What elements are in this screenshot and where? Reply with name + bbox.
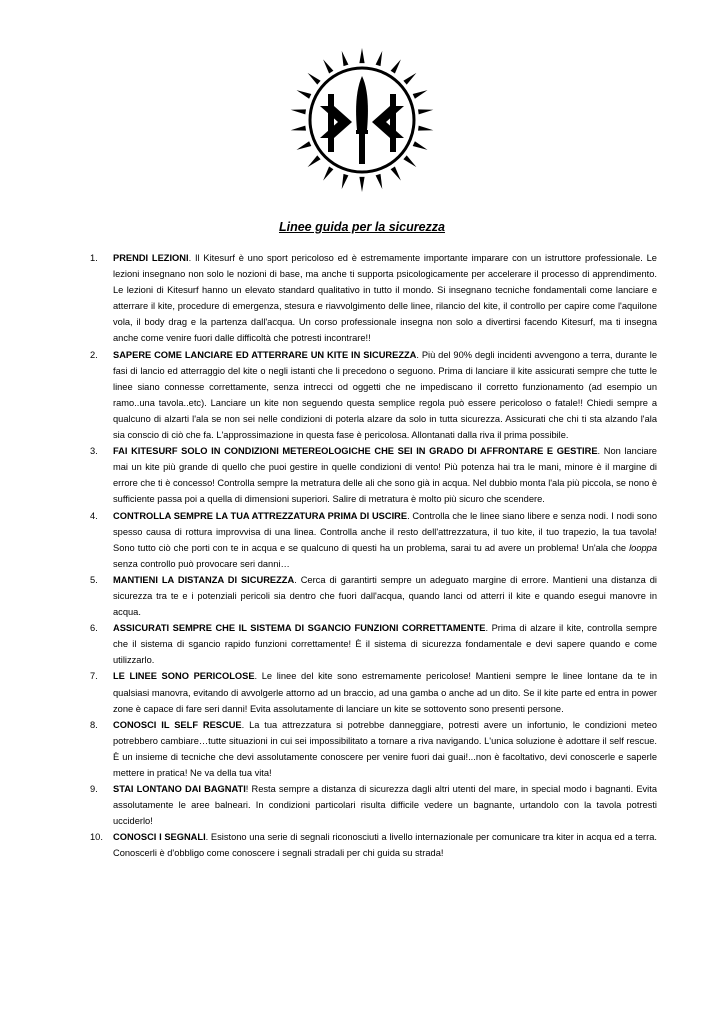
item-heading: ASSICURATI SEMPRE CHE IL SISTEMA DI SGANCIO FUNZIONI CORRETTAMENTE xyxy=(113,623,486,634)
item-number: 2. xyxy=(90,349,98,360)
item-number: 3. xyxy=(90,446,98,457)
emblem-spike xyxy=(418,109,433,114)
item-heading: PRENDI LEZIONI xyxy=(113,253,189,263)
knife-handle xyxy=(359,134,365,164)
list-item xyxy=(87,668,657,716)
list-item xyxy=(87,620,657,668)
emblem-spike xyxy=(403,155,416,167)
item-text: . Prima di alzare il kite, controlla sempre che il sistema di sgancio rapido funzioni correttamente! È il sistema di sicurezza fondamentale e devi sapere quando e come utilizzarlo. xyxy=(113,623,657,666)
emblem-spike xyxy=(418,126,433,131)
list-item xyxy=(87,781,657,829)
emblem-spike xyxy=(308,73,321,85)
item-text: . Esistono una serie di segnali riconosciuti a livello internazionale per comunicare tra kiter in acqua ed a terra. Conoscerli è d'obbligo come conoscere i segnali stradali per chi guida su strada! xyxy=(113,832,657,859)
item-number: 6. xyxy=(90,623,98,634)
item-number: 1. xyxy=(90,253,98,263)
kite-knife-sun-emblem-icon xyxy=(272,38,452,198)
item-heading: FAI KITESURF SOLO IN CONDIZIONI METEREOLOGICHE CHE SEI IN GRADO DI AFFRONTARE E GESTIRE xyxy=(113,446,598,457)
item-text: . Le linee del kite sono estremamente pericolose! Mantieni sempre le linee lontane da te in qualsiasi manovra, evitando di avvolgerle attorno ad un braccio, ad una gamba o anche ad un dito. Se il kite parte ed entra in power zone è capace di fare seri danni! Evita assolutamente di lanciare un kite se sottovento sono presenti persone. xyxy=(113,671,658,714)
emblem-spike xyxy=(413,141,428,150)
kite-emblem-logo xyxy=(272,38,452,198)
safety-guidelines-list xyxy=(87,250,657,862)
emblem-spike xyxy=(376,51,383,66)
emblem-spike xyxy=(391,59,401,73)
item-heading: MANTIENI LA DISTANZA DI SICUREZZA xyxy=(113,574,295,585)
emblem-spike xyxy=(297,90,312,99)
item-number: 9. xyxy=(90,784,98,795)
emblem-spike xyxy=(297,141,312,150)
item-number: 4. xyxy=(90,510,98,521)
left-dagger xyxy=(320,106,352,138)
emblem-spike xyxy=(308,155,321,167)
emblem-spike xyxy=(342,51,349,66)
list-item xyxy=(87,829,657,861)
item-text: . Controlla che le linee siano libere e senza nodi. I nodi sono spesso causa di rottura improvvisa di una linea. Controlla anche il resto dell'attrezzatura, il tuo kite, il tuo trapezio, la tua tavola! Sono tutto ciò che porti con te in acqua e se qualcuno di questi ha un problema, sarai tu ad avere un problema! Un'ala che xyxy=(113,510,657,553)
emblem-spike xyxy=(323,59,333,73)
item-text: . Cerca di garantirti sempre un adeguato margine di errore. Mantieni una distanza di sicurezza tra te e i potenziali pericoli sia dentro che fuori dall'acqua, quando lanci od atterri il kite e quando esegui manovre in acqua. xyxy=(113,574,657,618)
item-text: . Il Kitesurf è uno sport pericoloso ed è estremamente importante imparare con un istruttore professionale. Le lezioni insegnano non solo le nozioni di base, ma anche ti supporta psicologicamente per accelerare il processo di apprendimento. Le lezioni di Kitesurf hanno un elevato standard qualitativo in tutto il mondo. Si insegnano tecniche fondamentali come lanciare e atterrare il kite, procedure di emergenza, stesura e riavvolgimento delle linee, rilancio del kite, il controllo per capire come l'aquilone vola, il body drag e la partenza dall'acqua. Un corso professionale insegna non solo a divertirsi facendo Kitesurf, ma ti insegna anche come venire fuori dalle difficoltà che potresti incontrare!! xyxy=(113,253,657,344)
item-heading: STAI LONTANO DAI BAGNATI xyxy=(113,784,246,795)
emblem-spike xyxy=(391,167,401,181)
item-text: ! Resta sempre a distanza di sicurezza dagli altri utenti del mare, in special modo i bagnanti. Evita assolutamente le aree balneari. In condizioni particolari risulta difficile vedere un bagnante, urtandolo con la tavola potresti ucciderlo! xyxy=(113,784,657,827)
item-text: . La tua attrezzatura si potrebbe danneggiare, potresti avere un infortunio, le condizioni meteo potrebbero cambiare…tutte situazioni in cui sei impossibilitato a tornare a riva navigando. L'unica soluzione è adottare il self rescue. È un insieme di tecniche che devi assolutamente conoscere per venire fuori dai guai!...non è facoltativo, devi conoscerle e saperle mettere in pratica! Ne va della tua vita! xyxy=(113,719,657,778)
emblem-spike xyxy=(342,174,349,189)
emblem-spike xyxy=(291,126,306,131)
list-item xyxy=(87,250,657,347)
item-heading: CONTROLLA SEMPRE LA TUA ATTREZZATURA PRIMA DI USCIRE xyxy=(113,510,408,521)
item-heading: SAPERE COME LANCIARE ED ATTERRARE UN KITE IN SICUREZZA xyxy=(113,349,417,360)
emblem-spike xyxy=(376,174,383,189)
knife-blade xyxy=(356,76,368,130)
list-item xyxy=(87,443,657,507)
list-item xyxy=(87,508,657,572)
item-emphasis: looppa xyxy=(629,542,657,553)
emblem-spike xyxy=(359,48,364,63)
knife-guard xyxy=(356,130,368,134)
emblem-spike xyxy=(323,167,333,181)
left-bar xyxy=(328,94,334,152)
item-heading: CONOSCI IL SELF RESCUE xyxy=(113,719,242,730)
right-bar xyxy=(390,94,396,152)
list-item xyxy=(87,347,657,444)
item-number: 8. xyxy=(90,719,98,730)
item-number: 5. xyxy=(90,574,98,585)
item-text: . Non lanciare mai un kite più grande di quello che puoi gestire in quelle condizioni di vento! Più potenza hai tra le mani, minore è il margine di errore che ti è concesso! Controlla sempre la metratura delle ali che sono già in acqua. Nel dubbio monta l'ala più piccola, se nono è sufficiente passa poi a quella di dimensioni superiori. Salire di metratura è molto più sicuro che scendere. xyxy=(113,446,657,505)
emblem-spike xyxy=(291,109,306,114)
item-heading: LE LINEE SONO PERICOLOSE xyxy=(113,671,255,682)
page-title: Linee guida per la sicurezza xyxy=(278,220,446,234)
item-text: . Più del 90% degli incidenti avvengono a terra, durante le fasi di lancio ed atterraggio del kite o negli istanti che li precedono o seguono. Prima di lanciare il kite assicurati sempre che tutte le linee siano connesse correttamente, senza intrecci od oggetti che ne impediscano il corretto funzionamento (ad esempio un ramo..una tavola..etc). Lanciare un kite non seguendo questa semplice regola può essere pericoloso o fatale!! Chiedi sempre a qualcuno di alzarti l'ala se non sei nelle condizioni di poterla alzare da solo in tutta sicurezza. Assicurati che chi ti sta alzando l'ala sia conscio di ciò che fa. L'approssimazione in questa fase è pericolosa. Allontanati dalla riva il prima possibile. xyxy=(113,349,657,441)
item-heading: CONOSCI I SEGNALI xyxy=(113,832,206,843)
emblem-spike xyxy=(359,177,364,192)
emblem-spike xyxy=(413,90,428,99)
list-item xyxy=(87,572,657,620)
list-item xyxy=(87,717,657,781)
item-number: 7. xyxy=(90,671,98,682)
item-number: 10. xyxy=(90,832,103,843)
right-dagger xyxy=(372,106,404,138)
item-text-continued: senza controllo può provocare seri danni… xyxy=(113,558,290,569)
emblem-spike xyxy=(403,73,416,85)
